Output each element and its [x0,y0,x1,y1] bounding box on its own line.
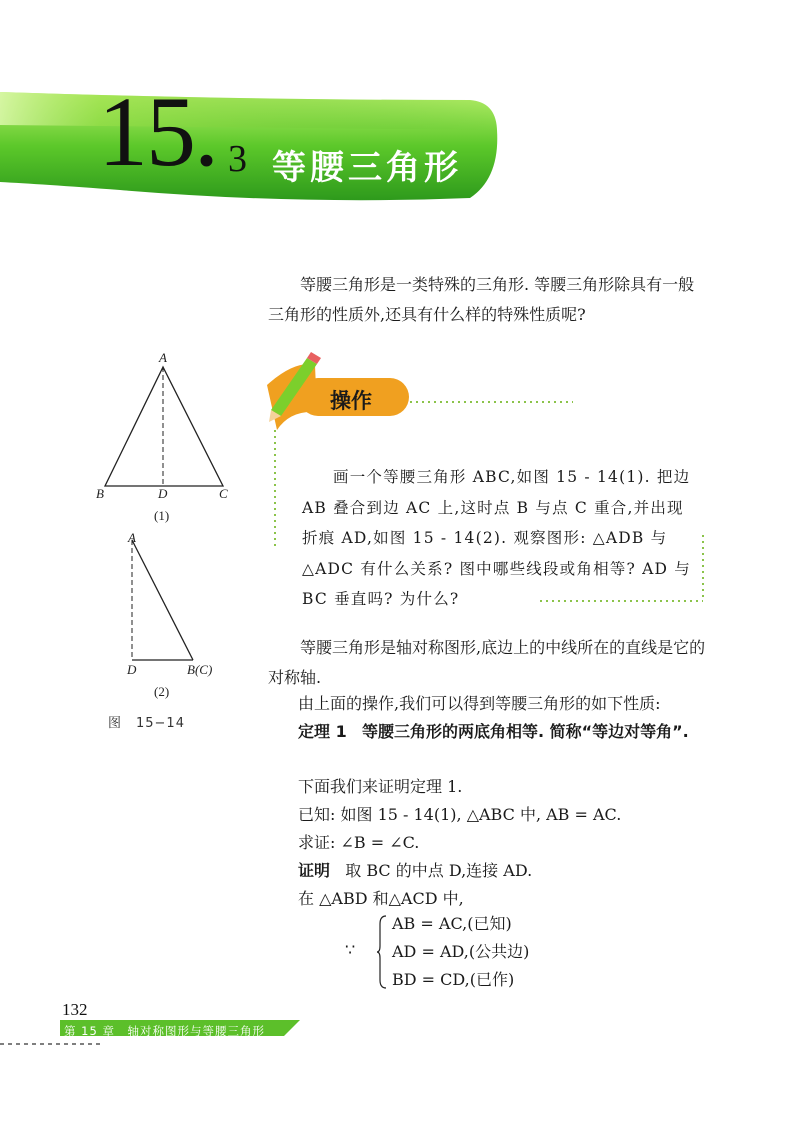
fig1-label-c: C [219,486,228,501]
theorem-line [298,718,689,746]
fig2-caption: (2) [154,684,170,699]
figure-title: 图 15−14 [108,716,185,731]
section-number: 15. [98,76,217,187]
operation-label: 操作 [330,389,372,413]
section-title: 等腰三角形 [272,148,462,188]
proof-step-line [298,857,532,885]
fig1-caption: (1) [154,508,170,523]
fig1-label-a: A [159,350,167,365]
fig2-label-d: D [127,662,137,677]
prove-line: 求证: ∠B = ∠C. [298,833,420,852]
page-number: 132 [62,1000,88,1019]
fig2-label-a: A [128,530,136,545]
given-line: 已知: 如图 15 - 14(1), △ABC 中, AB = AC. [298,805,622,824]
condition-2: AD = AD,(公共边) [392,942,530,961]
property-intro: 由上面的操作,我们可以得到等腰三角形的如下性质: [298,694,661,713]
fig1-label-b: B [96,486,104,501]
operation-text: 画一个等腰三角形 ABC,如图 15 - 14(1). 把边 AB 叠合到边 AC 上,这时点 B 与点 C 重合,并出现折痕 AD,如图 15 - 14(2). 观察图形: △ADB 与 △ADC 有什么关系? 图中哪些线段或角相等? AD 与 BC 垂直吗? 为什么? [302,468,691,608]
triangle-abc [105,367,223,486]
figure-15-14 [90,355,250,685]
chapter-title: 第 15 章 轴对称图形与等腰三角形 [64,1024,265,1038]
brace [376,914,390,990]
proof-label: 证明 [298,861,331,880]
fig2-label-bc: B(C) [187,662,213,677]
since-symbol: ∵ [345,940,356,959]
condition-3: BD = CD,(已作) [392,970,515,989]
in-triangles-line: 在 △ABD 和△ACD 中, [298,889,464,908]
proof-step: 取 BC 的中点 D,连接 AD. [345,861,533,880]
symmetry-paragraph: 等腰三角形是轴对称图形,底边上的中线所在的直线是它的对称轴. [268,638,706,687]
theorem-text: 等腰三角形的两底角相等. 简称“等边对等角”. [361,722,689,741]
theorem-label: 定理 1 [298,722,347,741]
fig1-label-d: D [158,486,168,501]
subsection-number: 3 [228,138,247,180]
intro-paragraph: 等腰三角形是一类特殊的三角形. 等腰三角形除具有一般三角形的性质外,还具有什么样的特殊性质呢? [268,275,695,324]
condition-1: AB = AC,(已知) [392,914,512,933]
proof-intro: 下面我们来证明定理 1. [298,777,463,796]
